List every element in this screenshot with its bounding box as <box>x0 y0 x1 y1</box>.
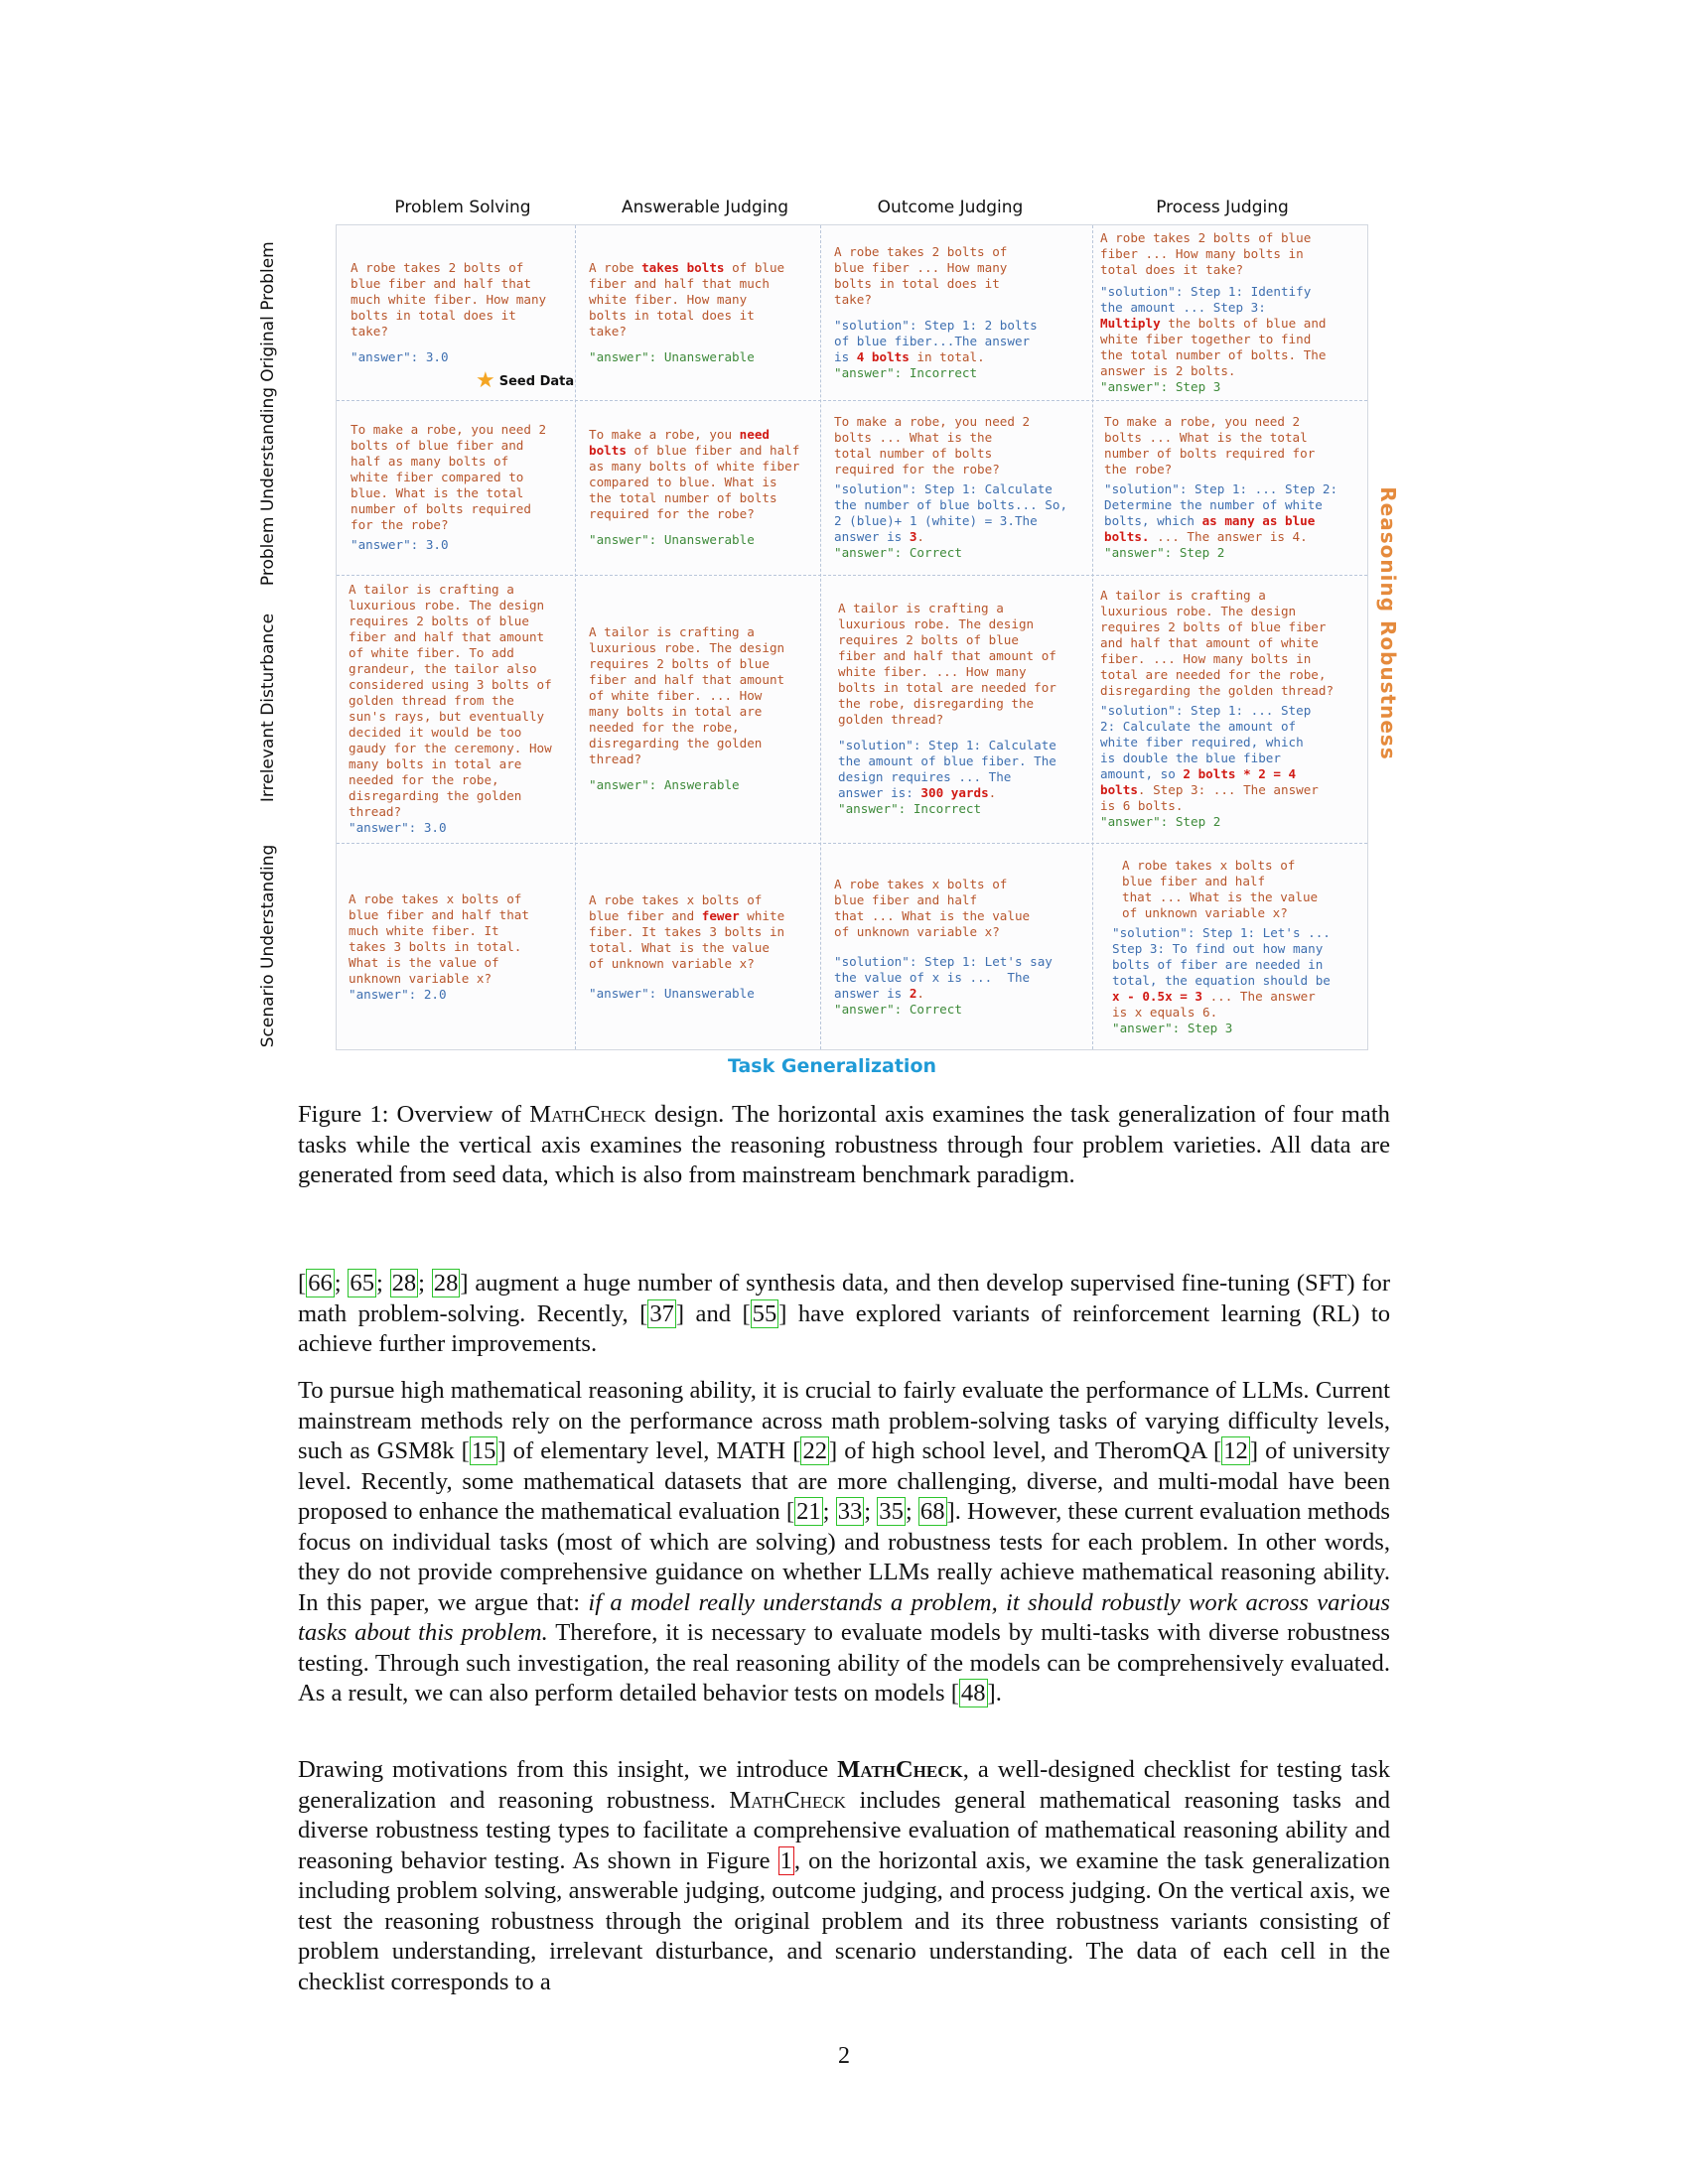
problem-text: A robe takes bolts of blue fiber and half that much white fiber. How many bolts in total does it take? <box>589 260 785 339</box>
answer-label: "answer": Correct <box>834 545 962 560</box>
column-header-process-judging: Process Judging <box>1156 198 1289 217</box>
cell-original-answerable <box>575 225 820 400</box>
citation-link[interactable]: 68 <box>919 1498 945 1525</box>
cell-original-outcome <box>820 225 1092 400</box>
problem-text: A tailor is crafting a luxurious robe. The design requires 2 bolts of blue fiber and half that amount of white fiber. ... How many bolts in total are needed for the robe, disregarding the golden thread? <box>1100 588 1335 698</box>
problem-text: A robe takes x bolts of blue fiber and half that ... What is the value of unknown variable x? <box>834 877 1031 939</box>
solution-text: "solution": Step 1: Calculate the number of blue bolts... So, 2 (blue)+ 1 (white) = 3.The answer is 3. <box>834 481 1068 544</box>
answer-label: "answer": Unanswerable <box>589 532 755 547</box>
citation-link[interactable]: 65 <box>350 1270 374 1297</box>
solution-text: "solution": Step 1: Let's ... Step 3: To find out how many bolts of fiber are needed in total, the equation should be x - 0.5x = 3 ... The answer is x equals 6. <box>1112 925 1331 1020</box>
problem-text: A robe takes x bolts of blue fiber and half that ... What is the value of unknown variable x? <box>1122 858 1319 920</box>
citation-link[interactable]: 33 <box>837 1498 863 1525</box>
problem-text: A robe takes 2 bolts of blue fiber and half that much white fiber. How many bolts in total does it take? <box>351 260 547 339</box>
row-header-problem-understanding: Problem Understanding <box>258 386 278 587</box>
column-header-answerable-judging: Answerable Judging <box>621 198 789 217</box>
answer-label: "answer": Incorrect <box>834 365 978 380</box>
cell-understanding-process <box>1092 400 1369 575</box>
answer-label: "answer": Answerable <box>589 777 740 792</box>
problem-text: To make a robe, you need bolts of blue fiber and half as many bolts of white fiber compared to blue. What is the total number of bolts required for the robe? <box>589 427 800 521</box>
problem-text: To make a robe, you need 2 bolts ... What is the total number of bolts required for the robe? <box>834 414 1031 477</box>
cell-scenario-answerable <box>575 843 820 1051</box>
figure-1 <box>258 187 1400 1090</box>
citation-link[interactable]: 55 <box>752 1299 777 1327</box>
answer-label: "answer": 2.0 <box>349 987 447 1002</box>
cell-disturbance-process <box>1092 575 1369 843</box>
problem-text: A tailor is crafting a luxurious robe. The design requires 2 bolts of blue fiber and half that amount of white fiber. To add grandeur, the tailor also considered using 3 bolts of golden thread from the sun's rays, but eventually decided it would be too gaudy for the ceremony. How many bolts in total are needed for the robe, disregarding the golden thread? <box>349 582 552 819</box>
problem-text: To make a robe, you need 2 bolts ... What is the total number of bolts required for the robe? <box>1104 414 1316 477</box>
answer-label: "answer": 3.0 <box>351 349 449 364</box>
answer-label: "answer": 3.0 <box>351 537 449 552</box>
problem-text: A robe takes x bolts of blue fiber and half that much white fiber. It takes 3 bolts in total. What is the value of unknown variable x? <box>349 891 529 986</box>
figure-reference-link[interactable]: 1 <box>779 1846 792 1874</box>
problem-text: A robe takes 2 bolts of blue fiber ... How many bolts in total does it take? <box>834 244 1008 307</box>
answer-label: "answer": Step 2 <box>1100 814 1221 829</box>
citation-link[interactable]: 22 <box>802 1437 828 1464</box>
solution-text: "solution": Step 1: Identify the amount ... Step 3: Multiply the bolts of blue and white fiber together to find the total number of bolts. The answer is 2 bolts. <box>1100 284 1327 378</box>
reasoning-robustness-label: Reasoning Robustness <box>1376 486 1400 760</box>
cell-understanding-answerable <box>575 400 820 575</box>
answer-label: "answer": Incorrect <box>838 801 982 816</box>
row-header-original-problem: Original Problem <box>258 241 278 382</box>
problem-text: A tailor is crafting a luxurious robe. The design requires 2 bolts of blue fiber and half that amount of white fiber. ... How many bolts in total are needed for the robe, disregarding the golden thread? <box>838 601 1056 727</box>
task-generalization-label: Task Generalization <box>727 1055 937 1077</box>
row-header-scenario-understanding: Scenario Understanding <box>258 844 278 1048</box>
answer-label: "answer": Step 3 <box>1100 379 1221 394</box>
answer-label: "answer": Step 3 <box>1112 1021 1233 1035</box>
citation-link[interactable]: 15 <box>471 1437 496 1464</box>
answer-label: "answer": 3.0 <box>349 820 447 835</box>
answer-label: "answer": Step 2 <box>1104 545 1225 560</box>
citation-link[interactable]: 28 <box>391 1270 417 1297</box>
citation-link[interactable]: 48 <box>960 1680 986 1706</box>
answer-label: "answer": Unanswerable <box>589 986 755 1001</box>
solution-text: "solution": Step 1: 2 bolts of blue fiber...The answer is 4 bolts in total. <box>834 318 1038 364</box>
answer-label: "answer": Unanswerable <box>589 349 755 364</box>
paragraph-1: [66; 65; 28; 28] augment a huge number of synthesis data, and then develop supervised fine-tuning (SFT) for math problem-solving. Recently, [37] and [55] have explored variants of reinforcement learning (RL) to achieve further improvements. <box>298 1270 1391 1357</box>
solution-text: "solution": Step 1: ... Step 2: Calculate the amount of white fiber required, which is double the blue fiber amount, so 2 bolts * 2 = 4 bolts. Step 3: ... The answer is 6 bolts. <box>1100 703 1319 813</box>
row-header-irrelevant-disturbance: Irrelevant Disturbance <box>258 613 278 803</box>
cell-disturbance-answerable <box>575 575 820 843</box>
checklist-grid <box>336 224 1368 1050</box>
paragraph-2: To pursue high mathematical reasoning ability, it is crucial to fairly evaluate the performance of LLMs. Current mainstream methods rely on the performance across math problem-solving tasks of varying difficulty levels, such as GSM8k [15] of elementary level, MATH [22] of high school level, and TheromQA [12] of university level. Recently, some mathematical datasets that are more challenging, diverse, and multi-modal have been proposed to enhance the mathematical evaluation [21; 33; 35; 68]. However, these current evaluation methods focus on individual tasks (most of which are solving) and robustness tests for each problem. In other words, they do not provide comprehensive guidance on whether LLMs really achieve mathematical reasoning ability. In this paper, we argue that: if a model really understands a problem, it should robustly work across various tasks about this problem. Therefore, it is necessary to evaluate models by multi-tasks with diverse robustness testing. Through such investigation, the real reasoning ability of the models can be comprehensively evaluated. As a result, we can also perform detailed behavior tests on models [48]. <box>298 1377 1390 1706</box>
cell-understanding-solving <box>337 400 575 575</box>
page-number: 2 <box>838 2043 850 2069</box>
solution-text: "solution": Step 1: Let's say the value of x is ... The answer is 2. <box>834 954 1053 1001</box>
paragraph-3: Drawing motivations from this insight, we introduce MathCheck, a well-designed checklist for testing task generalization and reasoning robustness. MathCheck includes general mathematical reasoning tasks and diverse robustness testing types to facilitate a comprehensive evaluation of mathematical reasoning ability and reasoning behavior testing. As shown in Figure 1, on the horizontal axis, we examine the task generalization including problem solving, answerable judging, outcome judging, and process judging. On the vertical axis, we test the reasoning robustness through the original problem and its three robustness variants consisting of problem understanding, irrelevant disturbance, and scenario understanding. The data of each cell in the checklist corresponds to a <box>298 1756 1391 1995</box>
cell-understanding-outcome <box>820 400 1092 575</box>
cell-scenario-solving <box>337 843 575 1051</box>
citation-link[interactable]: 37 <box>649 1299 674 1327</box>
citation-link[interactable]: 28 <box>433 1270 459 1297</box>
cell-scenario-process <box>1092 843 1369 1051</box>
column-header-outcome-judging: Outcome Judging <box>877 198 1024 217</box>
solution-text: "solution": Step 1: Calculate the amount of blue fiber. The design requires ... The answer is: 300 yards. <box>838 738 1056 800</box>
answer-label: "answer": Correct <box>834 1002 962 1017</box>
figure-caption: Figure 1: Overview of MathCheck design. The horizontal axis examines the task generalization of four math tasks while the vertical axis examines the reasoning robustness through four problem varieties. All data are generated from seed data, which is also from mainstream benchmark paradigm. <box>298 1101 1390 1188</box>
problem-text: A robe takes 2 bolts of blue fiber ... How many bolts in total does it take? <box>1100 230 1312 277</box>
cell-disturbance-solving <box>337 575 575 843</box>
solution-text: "solution": Step 1: ... Step 2: Determine the number of white bolts, which as many as blue bolts. ... The answer is 4. <box>1104 481 1338 544</box>
problem-text: To make a robe, you need 2 bolts of blue fiber and half as many bolts of white fiber compared to blue. What is the total number of bolts required for the robe? <box>351 422 547 532</box>
cell-disturbance-outcome <box>820 575 1092 843</box>
citation-link[interactable]: 35 <box>879 1498 904 1525</box>
problem-text: A tailor is crafting a luxurious robe. The design requires 2 bolts of blue fiber and half that amount of white fiber. ... How many bolts in total are needed for the robe, disregarding the golden thread? <box>589 624 785 766</box>
seed-data-label: ★ Seed Data <box>476 368 575 393</box>
citation-link[interactable]: 21 <box>796 1498 821 1525</box>
citation-link[interactable]: 12 <box>1223 1437 1248 1464</box>
citation-link[interactable]: 66 <box>308 1270 333 1297</box>
problem-text: A robe takes x bolts of blue fiber and fewer white fiber. It takes 3 bolts in total. What is the value of unknown variable x? <box>589 892 785 971</box>
cell-scenario-outcome <box>820 843 1092 1051</box>
column-header-problem-solving: Problem Solving <box>394 198 531 217</box>
cell-original-process <box>1092 225 1369 400</box>
star-icon: ★ <box>476 368 495 393</box>
